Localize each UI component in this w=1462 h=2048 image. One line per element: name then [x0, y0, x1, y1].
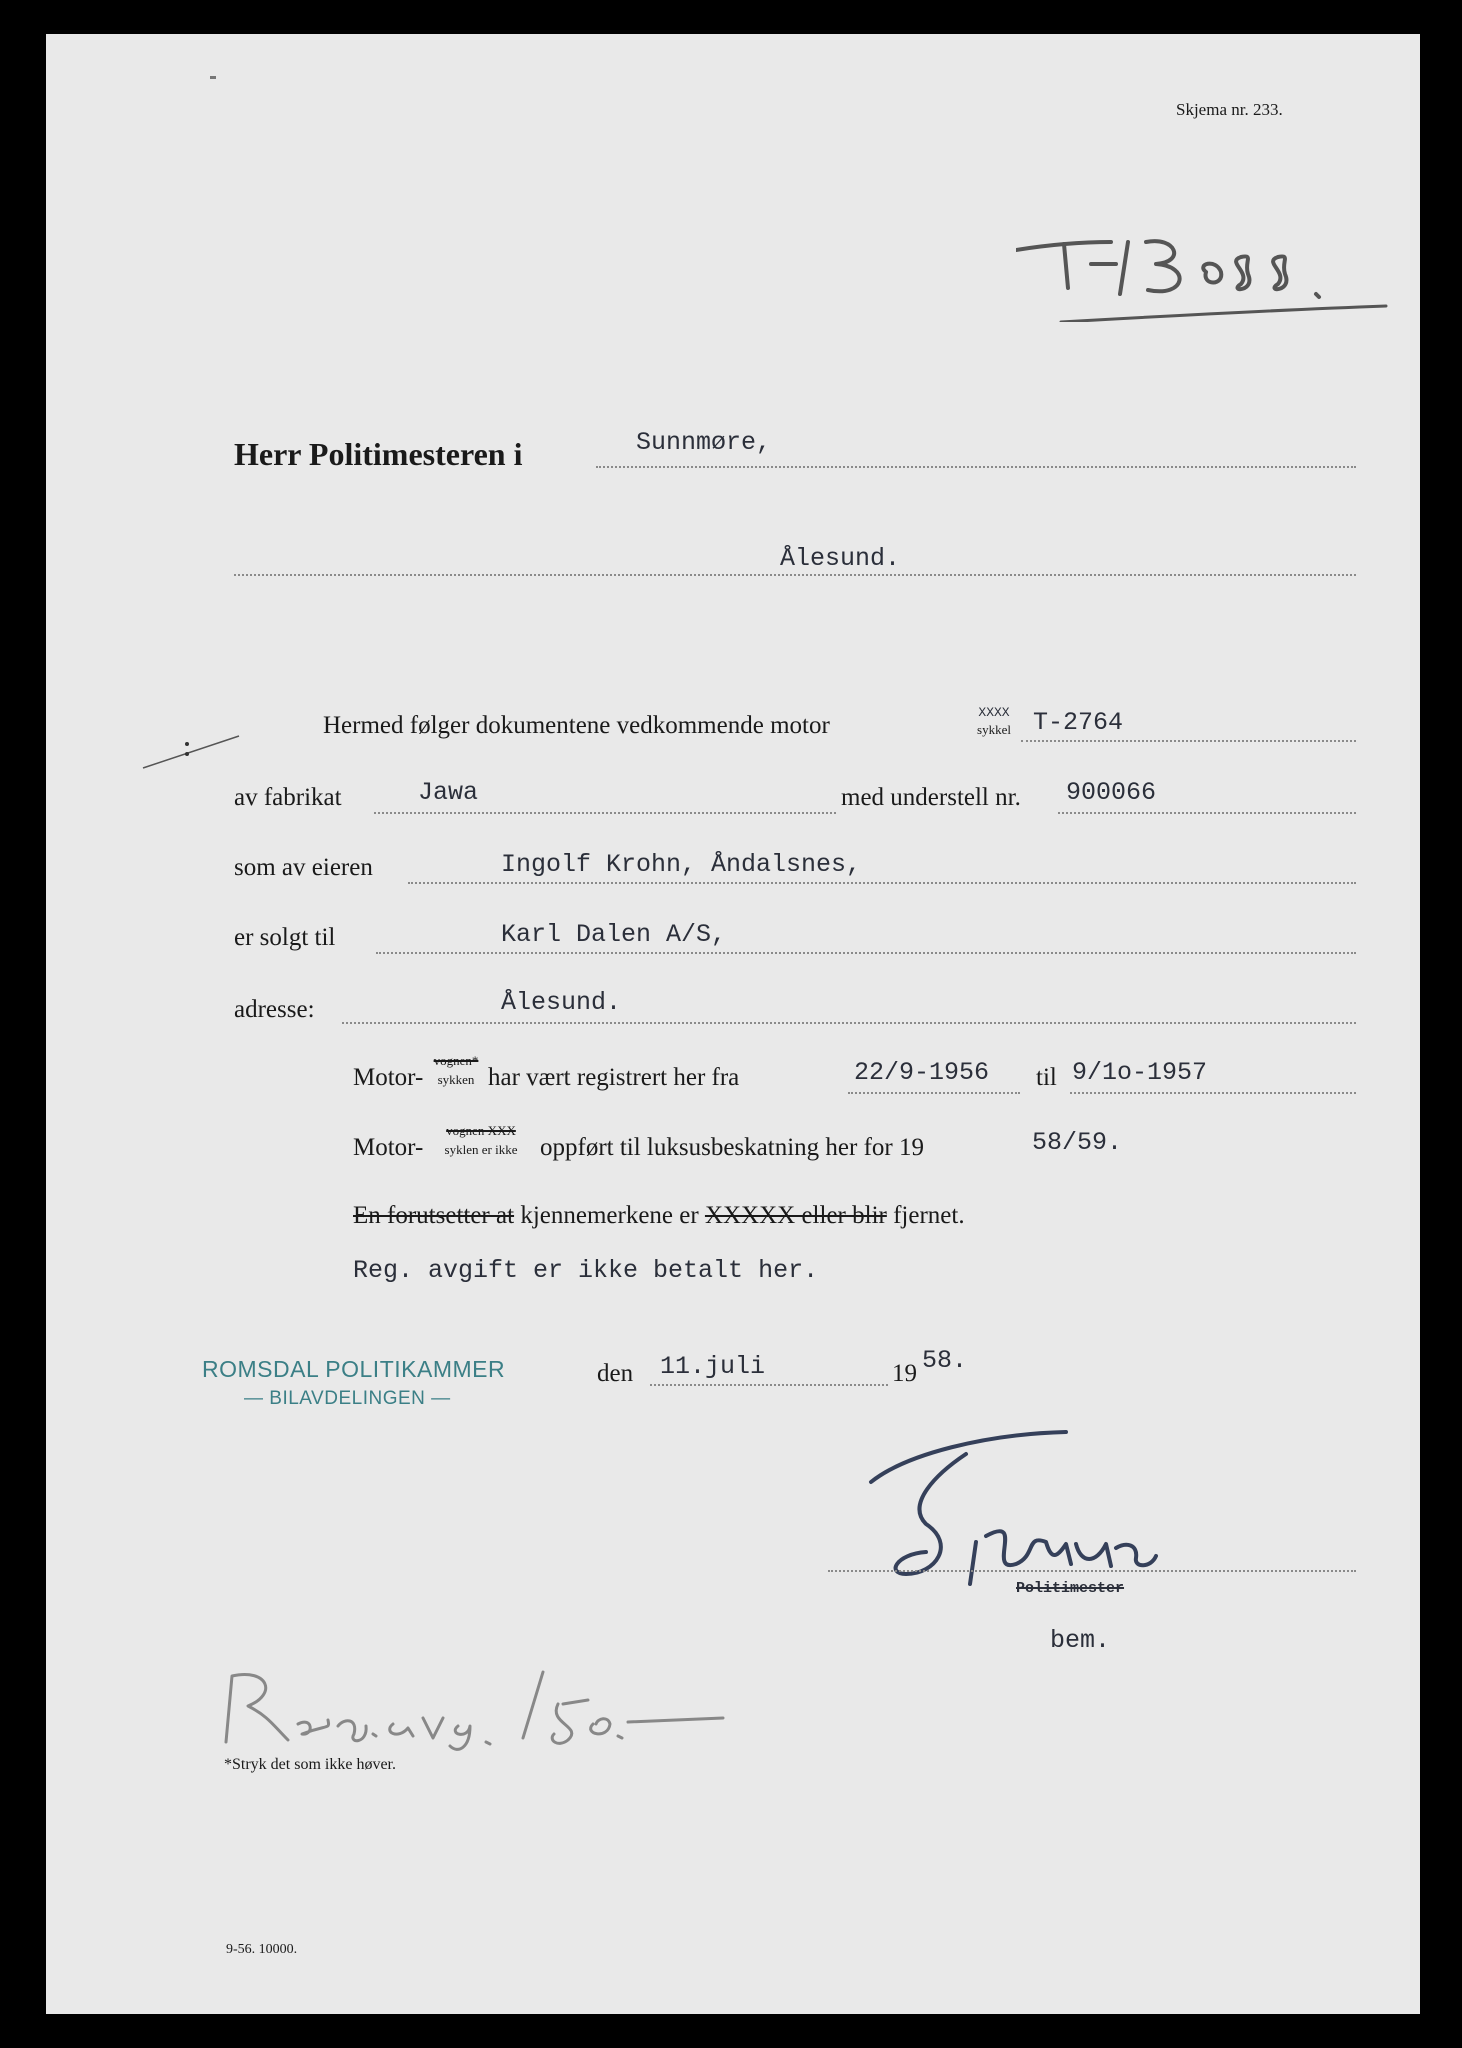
form-number: Skjema nr. 233.: [1176, 100, 1283, 119]
date-century: 19: [892, 1360, 917, 1387]
signature-suffix: bem.: [1050, 1626, 1111, 1655]
print-info: 9-56. 10000.: [226, 1942, 298, 1957]
owner-value: Ingolf Krohn, Åndalsnes,: [501, 850, 862, 879]
vehicle-word-struck: XXXX: [978, 705, 1010, 720]
dotted-line: [596, 466, 1356, 468]
registration-until-label: til: [1036, 1064, 1057, 1091]
dotted-line: [342, 1022, 1356, 1024]
luxury-prefix: Motor-: [353, 1134, 424, 1161]
vehicle-word-kept: sykkel: [977, 722, 1011, 737]
make-value: Jawa: [418, 778, 479, 807]
document-page: [46, 34, 1420, 2014]
dotted-line: [1070, 1092, 1356, 1094]
addressee-label: Herr Politimesteren i: [234, 436, 523, 472]
vehicle-word: [970, 706, 1018, 736]
dotted-line: [234, 574, 1356, 576]
footnote: *Stryk det som ikke høver.: [224, 1756, 396, 1773]
paper-speck: [210, 76, 216, 79]
date-value: 11.juli: [660, 1352, 766, 1381]
dotted-line: [650, 1384, 888, 1386]
make-label: av fabrikat: [234, 784, 342, 811]
reg-number: T-2764: [1033, 708, 1124, 737]
plates-line: [353, 1202, 965, 1230]
address-label: adresse:: [234, 996, 315, 1023]
handwritten-fee: [218, 1664, 738, 1754]
dotted-line: [828, 1570, 1356, 1572]
address-value: Ålesund.: [501, 988, 622, 1017]
luxury-vehicle-word: [431, 1124, 531, 1156]
registration-prefix: Motor-: [353, 1064, 424, 1091]
chassis-label: med understell nr.: [841, 784, 1021, 811]
handwritten-reference: [1016, 202, 1396, 322]
registration-text: har vært registrert her fra: [488, 1064, 740, 1091]
dotted-line: [1058, 812, 1356, 814]
registration-struck-word: vognen*: [433, 1053, 479, 1068]
owner-label: som av eieren: [234, 854, 373, 881]
signature-title-struck: [1016, 1580, 1124, 1597]
luxury-year: 58/59.: [1032, 1128, 1123, 1157]
margin-mark: [141, 734, 241, 770]
plates-struck-text-2: XXXXX eller blir: [704, 1202, 887, 1229]
dotted-line: [848, 1092, 1020, 1094]
intro-text: Hermed følger dokumentene vedkommende motor: [323, 712, 830, 739]
luxury-kept-word: syklen: [444, 1142, 479, 1157]
dotted-line: [408, 882, 1356, 884]
fee-note: Reg. avgift er ikke betalt her.: [353, 1256, 819, 1285]
stamp-line-1: ROMSDAL POLITIKAMMER: [202, 1356, 506, 1382]
stamp-line-2: — BILAVDELINGEN —: [244, 1388, 451, 1409]
luxury-negation: er ikke: [481, 1142, 518, 1157]
dotted-line: [376, 952, 1356, 954]
buyer-label: er solgt til: [234, 924, 336, 951]
plates-struck-text: En forutsetter at: [353, 1202, 515, 1229]
date-label: den: [597, 1360, 634, 1387]
dotted-line: [374, 812, 836, 814]
registration-kept-word: sykken: [437, 1072, 475, 1087]
signature-struck-title: Politimester: [1016, 1580, 1125, 1597]
addressee-district: Sunnmøre,: [636, 428, 772, 457]
dotted-line: [1021, 740, 1356, 742]
buyer-value: Karl Dalen A/S,: [501, 920, 727, 949]
date-year: 58.: [922, 1346, 968, 1375]
luxury-struck-word: vognen XXX: [446, 1123, 516, 1138]
registration-until: 9/1o-1957: [1072, 1058, 1208, 1087]
luxury-text: oppført til luksusbeskatning her for 19: [540, 1134, 924, 1161]
chassis-number: 900066: [1066, 778, 1157, 807]
plates-text-2: fjernet.: [893, 1202, 965, 1229]
registration-from: 22/9-1956: [854, 1058, 990, 1087]
plates-text: kjennemerkene er: [520, 1202, 699, 1229]
addressee-city: Ålesund.: [780, 544, 901, 573]
registration-vehicle-word: [431, 1054, 481, 1086]
